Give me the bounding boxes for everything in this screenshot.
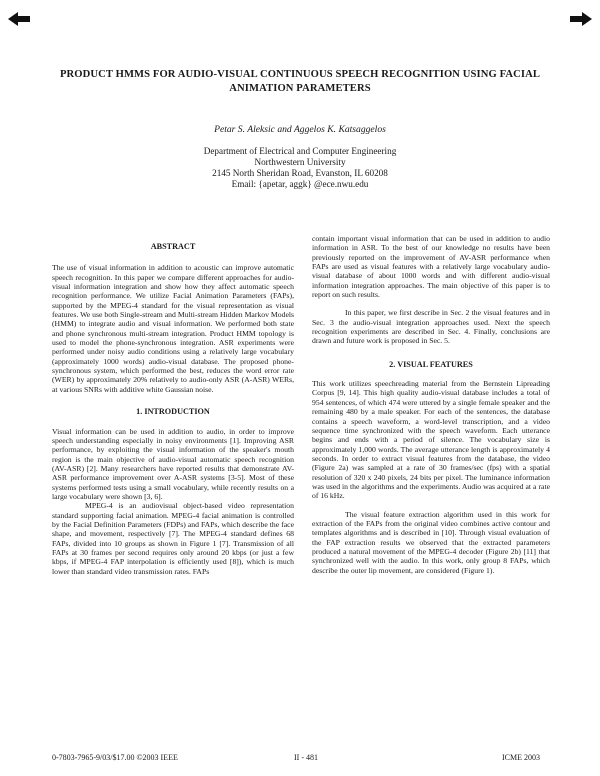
intro-paragraph-2: MPEG-4 is an audiovisual object-based video representation standard supporting facial animation. MPEG-4 facial animation is controlled by the Facial Definition Parameters (FDPs) and FAPs, which describe the face shape, and movement, respectively [7]. The MPEG-4 standard defines 68 FAPs, divided into 10 groups as shown in Figure 1 [7]. Transmission of all FAPs at 30 frames per second requires only around 20 kbps (or just a few kbps, if MPEG-4 FAP interpolation is efficiently used [8]), which is much lower than standard video transmission rates. FAPs [52, 501, 294, 576]
paper-title [40, 68, 560, 96]
arrow-left-icon[interactable] [8, 12, 30, 26]
left-column [52, 242, 294, 576]
affiliation-university: Northwestern University [254, 157, 346, 167]
paper-authors: Petar S. Aleksic and Aggelos K. Katsaggelos [214, 124, 386, 135]
abstract-paragraph: The use of visual information in addition to acoustic can improve automatic speech recognition. In this paper we compare different approaches for audio-visual information integration and show how they affect automatic speech recognition performance. We utilize Facial Animation Parameters (FAPs), supported by the MPEG-4 standard for the visual representation as visual features. We use both Single-stream and Multi-stream Hidden Markov Models (HMM) to integrate audio and visual information. We performed both state and phone synchronous multi-stream integration. Product HMM topology is used to model the phone-synchronous integration. ASR experiments were performed under noisy audio conditions using a relatively large vocabulary (approximately 1000 words) audio-visual database. The proposed phone-synchronous system, which performed the best, reduces the word error rate (WER) by approximately 20% relatively to audio-only ASR (A-ASR) WERs, at various SNRs with additive white Gaussian noise. [52, 263, 294, 394]
visual-features-paragraph-1: This work utilizes speechreading material from the Bernstein Lipreading Corpus [9, 14]. This high quality audio-visual database includes a total of 954 sentences, of which 474 were uttered by a single female speaker and the remaining 480 by a male speaker. For each of the sentences, the database contains a speech waveform, a word-level transcription, and a video sequence time synchronized with the speech waveform. Each utterance begins and ends with a period of silence. The vocabulary size is approximately 1,000 words. The average utterance length is approximately 4 seconds. In order to extract visual features from the database, the video (Figure 2a) was sampled at a rate of 30 frames/sec (fps) with a spatial resolution of 320 x 240 pixels, 24 bits per pixel. The luminance information was used in the algorithms and the experiments. Audio was acquired at a rate of 16 kHz. [312, 379, 550, 501]
affiliation-address: 2145 North Sheridan Road, Evanston, IL 60208 [212, 168, 388, 178]
affiliation-department: Department of Electrical and Computer Engineering [203, 146, 397, 156]
visual-features-heading: 2. VISUAL FEATURES [389, 359, 473, 369]
author-affiliation [0, 146, 600, 190]
title-line-1: PRODUCT HMMS FOR AUDIO-VISUAL CONTINUOUS SPEECH RECOGNITION USING FACIAL [59, 69, 541, 80]
title-line-2: ANIMATION PARAMETERS [229, 83, 371, 94]
right-column [312, 234, 550, 575]
visual-features-paragraph-2: The visual feature extraction algorithm used in this work for extraction of the FAPs from the original video combines active contour and templates algorithms and is described in [10]. Through visual evaluation of the FAP extraction results we observed that the extracted parameters produced a natural movement of the MPEG-4 decoder (Figure 2b) [11] that synchronized well with the audio. In this work, only group 8 FAPs, which describe the outer lip movement, are considered (Figure 1). [312, 509, 550, 575]
abstract-heading: ABSTRACT [150, 242, 196, 251]
introduction-heading: 1. INTRODUCTION [136, 407, 210, 417]
footer-conference: ICME 2003 [502, 753, 540, 762]
intro-paragraph-4: In this paper, we first describe in Sec. 2 the visual features and in Sec. 3 the audio-visual integration approaches used. Next the speech recognition experiments are described in Sec. 4. Finally, conclusions are drawn and future work is proposed in Sec. 5. [312, 308, 550, 346]
footer-copyright: 0-7803-7965-9/03/$17.00 ©2003 IEEE [52, 753, 178, 762]
arrow-right-icon[interactable] [570, 12, 592, 26]
affiliation-email: Email: {apetar, aggk} @ece.nwu.edu [231, 179, 369, 189]
intro-paragraph-1: Visual information can be used in addition to audio, in order to improve speech understanding especially in noisy environments [1]. Improving ASR performance, by exploiting the visual information of the speaker's mouth region is the main objective of audio-visual automatic speech recognition (AV-ASR) [2]. Many researchers have reported results that demonstrate AV-ASR performance improvement over A-ASR systems [3-5]. Most of these systems performed tests using a small vocabulary, while recently results on a large vocabulary were shown [3, 6]. [52, 426, 294, 501]
intro-paragraph-3: contain important visual information that can be used in addition to audio information in ASR. To the best of our knowledge no results have been previously reported on the improvement of AV-ASR performance when FAPs are used as visual features with a relatively large vocabulary audio-visual database of about 1000 words and with different audio-visual information integration approaches. The main objective of this paper is to report on such results. [312, 234, 550, 300]
footer-page-number: II - 481 [294, 753, 318, 762]
